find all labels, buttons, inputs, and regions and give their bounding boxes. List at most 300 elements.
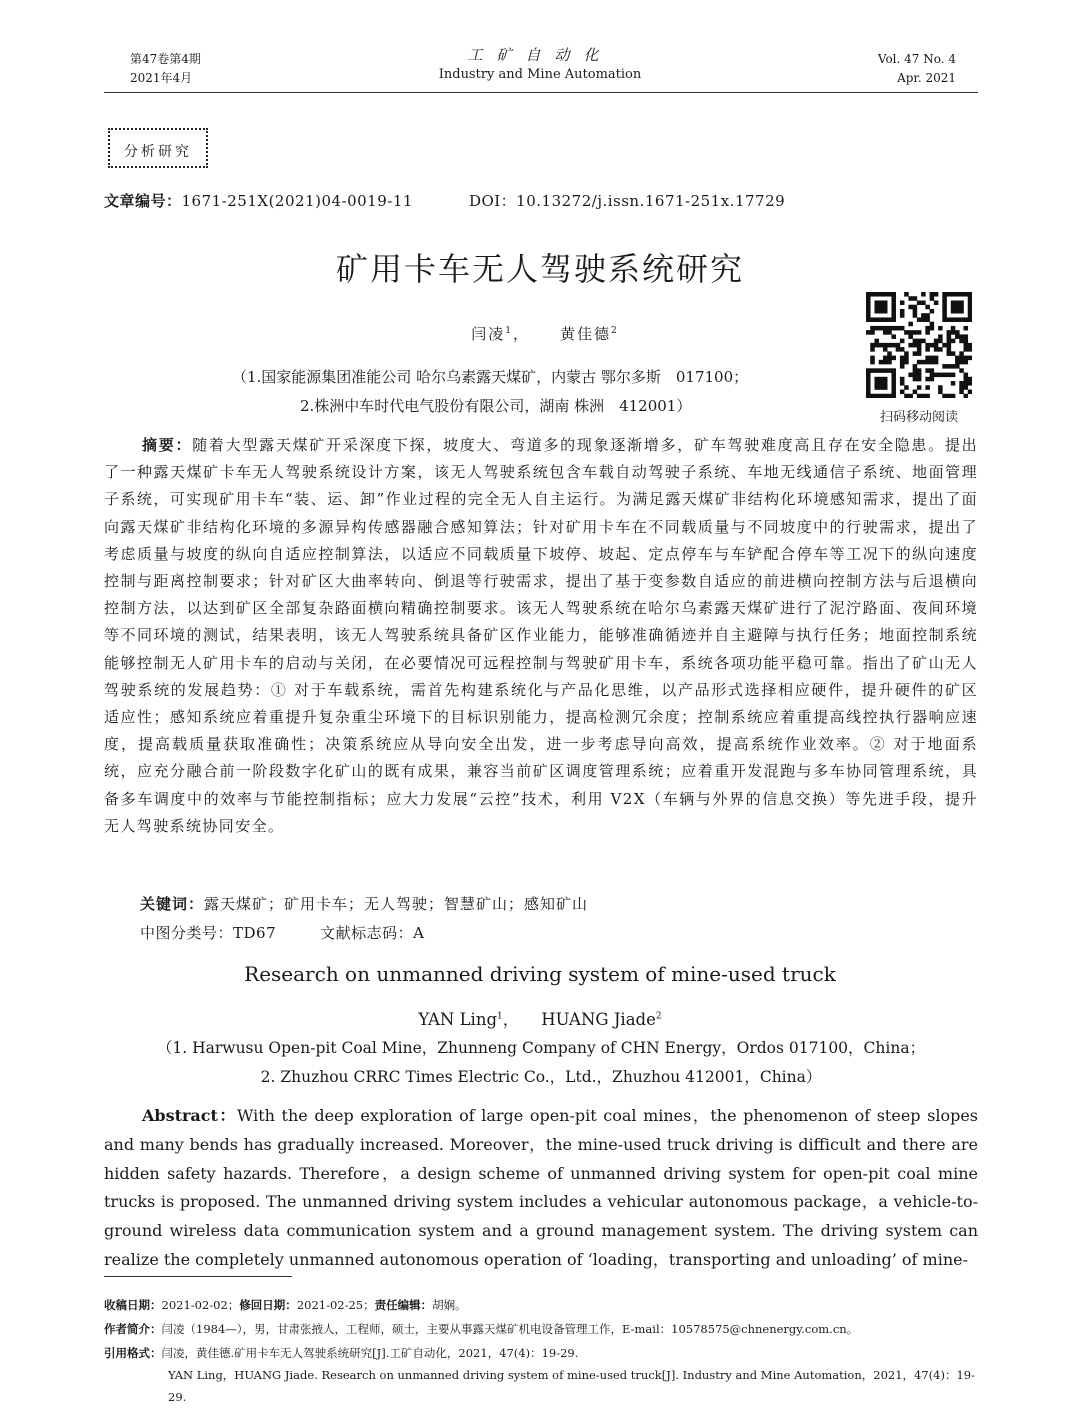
qr-module bbox=[947, 292, 952, 297]
qr-module bbox=[964, 356, 969, 361]
qr-module bbox=[955, 305, 960, 310]
qr-module bbox=[930, 343, 935, 348]
qr-module bbox=[959, 292, 964, 297]
qr-module bbox=[866, 390, 871, 395]
qr-module bbox=[874, 309, 879, 314]
received-date: 2021-02-02； bbox=[161, 1298, 240, 1312]
qr-module bbox=[891, 385, 896, 390]
qr-module bbox=[883, 343, 888, 348]
qr-module bbox=[959, 368, 964, 373]
qr-module bbox=[942, 343, 947, 348]
qr-module bbox=[925, 356, 930, 361]
qr-module bbox=[938, 390, 943, 395]
qr-module bbox=[925, 326, 930, 331]
section-tag bbox=[108, 128, 208, 168]
qr-module bbox=[900, 313, 905, 318]
qr-module bbox=[959, 385, 964, 390]
qr-module bbox=[951, 317, 956, 322]
revised-label: 修回日期： bbox=[239, 1298, 297, 1312]
clc-number: 中图分类号：TD67 bbox=[140, 924, 277, 942]
qr-module bbox=[964, 373, 969, 378]
qr-module bbox=[891, 368, 896, 373]
qr-module bbox=[900, 300, 905, 305]
qr-module bbox=[917, 373, 922, 378]
qr-module bbox=[925, 330, 930, 335]
qr-module bbox=[913, 377, 918, 382]
qr-module bbox=[968, 390, 972, 395]
qr-module bbox=[951, 326, 956, 331]
qr-module bbox=[879, 309, 884, 314]
qr-module bbox=[904, 394, 909, 398]
qr-module bbox=[959, 305, 964, 310]
qr-module bbox=[930, 377, 935, 382]
qr-module bbox=[930, 373, 935, 378]
qr-module bbox=[930, 360, 935, 365]
qr-module bbox=[959, 317, 964, 322]
qr-module bbox=[930, 326, 935, 331]
affiliation-en-1: （1. Harwusu Open-pit Coal Mine，Zhunneng Company of CHN Energy，Ordos 017100，China； bbox=[156, 1039, 926, 1057]
qr-module bbox=[887, 326, 892, 331]
qr-module bbox=[917, 351, 922, 356]
qr-module bbox=[913, 390, 918, 395]
footnote-citation bbox=[104, 1342, 980, 1364]
qr-module bbox=[866, 368, 871, 373]
qr-module bbox=[951, 373, 956, 378]
qr-module bbox=[925, 313, 930, 318]
qr-module bbox=[870, 360, 875, 365]
article-id-label: 文章编号： bbox=[104, 192, 182, 210]
qr-module bbox=[879, 377, 884, 382]
qr-module bbox=[921, 339, 926, 344]
qr-module bbox=[951, 305, 956, 310]
qr-module bbox=[904, 351, 909, 356]
qr-module bbox=[968, 292, 972, 297]
author-affiliation-mark: 2 bbox=[655, 1011, 662, 1022]
qr-module bbox=[959, 339, 964, 344]
qr-module bbox=[883, 356, 888, 361]
qr-module bbox=[904, 330, 909, 335]
qr-module bbox=[921, 292, 926, 297]
qr-module bbox=[879, 317, 884, 322]
qr-module bbox=[968, 296, 972, 301]
qr-module bbox=[968, 343, 972, 348]
author-bio: 闫凌（1984—），男，甘肃张掖人，工程师，硕士，主要从事露天煤矿机电设备管理工作，E-mail：10578575@chnenergy.com.cn。 bbox=[161, 1322, 859, 1336]
qr-module bbox=[942, 313, 947, 318]
qr-module bbox=[879, 385, 884, 390]
qr-module bbox=[908, 296, 913, 301]
qr-module bbox=[934, 356, 939, 361]
qr-module bbox=[900, 381, 905, 386]
qr-module bbox=[921, 300, 926, 305]
qr-module bbox=[917, 394, 922, 398]
abstract-en bbox=[104, 1102, 978, 1275]
qr-module bbox=[934, 343, 939, 348]
qr-module bbox=[874, 368, 879, 373]
qr-module bbox=[947, 330, 952, 335]
qr-module bbox=[913, 309, 918, 314]
qr-module bbox=[938, 326, 943, 331]
qr-module bbox=[900, 377, 905, 382]
qr-module bbox=[908, 373, 913, 378]
qr-module bbox=[874, 292, 879, 297]
qr-module bbox=[942, 317, 947, 322]
qr-module bbox=[955, 300, 960, 305]
qr-module bbox=[891, 381, 896, 386]
qr-module bbox=[964, 339, 969, 344]
qr-code-image bbox=[866, 292, 972, 398]
qr-module bbox=[968, 377, 972, 382]
abstract-en-label: Abstract： bbox=[142, 1106, 237, 1125]
qr-module bbox=[925, 347, 930, 352]
header-rule bbox=[104, 92, 978, 93]
qr-module bbox=[896, 343, 901, 348]
qr-module bbox=[959, 300, 964, 305]
qr-module bbox=[879, 368, 884, 373]
qr-module bbox=[879, 326, 884, 331]
affiliation-cn-1: （1.国家能源集团准能公司 哈尔乌素露天煤矿，内蒙古 鄂尔多斯 017100； bbox=[232, 368, 749, 386]
qr-module bbox=[930, 322, 935, 327]
qr-module bbox=[947, 347, 952, 352]
qr-module bbox=[964, 381, 969, 386]
qr-module bbox=[870, 317, 875, 322]
qr-module bbox=[947, 394, 952, 398]
qr-module bbox=[896, 326, 901, 331]
qr-module bbox=[874, 381, 879, 386]
qr-module bbox=[930, 296, 935, 301]
qr-module bbox=[930, 368, 935, 373]
qr-module bbox=[955, 334, 960, 339]
qr-module bbox=[887, 368, 892, 373]
qr-module bbox=[900, 360, 905, 365]
qr-module bbox=[964, 317, 969, 322]
qr-module bbox=[891, 296, 896, 301]
qr-module bbox=[883, 385, 888, 390]
classification bbox=[140, 922, 424, 943]
qr-module bbox=[959, 360, 964, 365]
qr-module bbox=[955, 364, 960, 369]
qr-module bbox=[900, 356, 905, 361]
qr-module bbox=[959, 381, 964, 386]
qr-module bbox=[883, 360, 888, 365]
qr-module bbox=[904, 385, 909, 390]
qr-module bbox=[913, 339, 918, 344]
date-en: Apr. 2021 bbox=[897, 71, 956, 85]
qr-module bbox=[874, 326, 879, 331]
qr-module bbox=[908, 305, 913, 310]
qr-module bbox=[938, 334, 943, 339]
qr-module bbox=[883, 292, 888, 297]
qr-module bbox=[913, 373, 918, 378]
qr-module bbox=[883, 309, 888, 314]
author-separator: ， bbox=[512, 325, 530, 343]
qr-module bbox=[917, 377, 922, 382]
qr-module bbox=[866, 381, 871, 386]
qr-module bbox=[891, 334, 896, 339]
qr-module bbox=[887, 360, 892, 365]
qr-module bbox=[938, 385, 943, 390]
qr-module bbox=[913, 296, 918, 301]
qr-module bbox=[866, 377, 871, 382]
qr-module bbox=[964, 347, 969, 352]
abstract-cn-text: 随着大型露天煤矿开采深度下探，坡度大、弯道多的现象逐渐增多，矿车驾驶难度高且存在安全隐患。提出了一种露天煤矿卡车无人驾驶系统设计方案，该无人驾驶系统包含车载自动驾驶子系统、车地无线通信子系统、地面管理子系统，可实现矿用卡车“装、运、卸”作业过程的完全无人自主运行。为满足露天煤矿非结构化环境感知需求，提出了面向露天煤矿非结构化环境的多源异构传感器融合感知算法；针对矿用卡车在不同载质量与不同坡度中的行驶需求，提出了考虑质量与坡度的纵向自适应控制算法，以适应不同载质量下坡停、坡起、定点停车与车铲配合停车等工况下的纵向速度控制与距离控制要求；针对矿区大曲率转向、倒退等行驶需求，提出了基于变参数自适应的前进横向控制方法与后退横向控制方法，以达到矿区全部复杂路面横向精确控制要求。该无人驾驶系统在哈尔乌素露天煤矿进行了泥泞路面、夜间环境等不同环境的测试，结果表明，该无人驾驶系统具备矿区作业能力，能够准确循迹并自主避障与执行任务；地面控制系统能够控制无人矿用卡车的启动与关闭，在必要情况可远程控制与驾驶矿用卡车，系统各项功能平稳可靠。指出了矿山无人驾驶系统的发展趋势：① 对于车载系统，需首先构建系统化与产品化思维，以产品形式选择相应硬件，提升硬件的矿区适应性；感知系统应着重提升复杂重尘环境下的目标识别能力，提高检测冗余度；控制系统应着重提高线控执行器响应速度，提高载质量获取准确性；决策系统应从导向安全出发，进一步考虑导向高效，提高系统作业效率。② 对于地面系统，应充分融合前一阶段数字化矿山的既有成果，兼容当前矿区调度管理系统；应着重开发混跑与多车协同管理系统，具备多车调度中的效率与节能控制指标；应大力发展“云控”技术，利用 V2X（车辆与外界的信息交换）等先进手段，提升无人驾驶系统协同安全。 bbox=[104, 436, 978, 835]
author-affiliation-mark: 1 bbox=[505, 326, 513, 336]
qr-module bbox=[947, 339, 952, 344]
qr-module bbox=[955, 330, 960, 335]
qr-module bbox=[968, 309, 972, 314]
qr-module bbox=[942, 309, 947, 314]
qr-module bbox=[887, 317, 892, 322]
qr-module bbox=[913, 330, 918, 335]
qr-module bbox=[964, 326, 969, 331]
qr-module bbox=[891, 390, 896, 395]
qr-module bbox=[959, 356, 964, 361]
qr-module bbox=[917, 330, 922, 335]
qr-module bbox=[900, 390, 905, 395]
qr-module bbox=[870, 292, 875, 297]
qr-module bbox=[887, 394, 892, 398]
qr-module bbox=[879, 300, 884, 305]
qr-module bbox=[917, 385, 922, 390]
qr-module bbox=[951, 300, 956, 305]
footnote-rule bbox=[104, 1276, 292, 1277]
qr-module bbox=[866, 317, 871, 322]
qr-module bbox=[968, 381, 972, 386]
qr-module bbox=[870, 394, 875, 398]
qr-module bbox=[942, 364, 947, 369]
qr-module bbox=[955, 309, 960, 314]
received-label: 收稿日期： bbox=[104, 1298, 162, 1312]
qr-module bbox=[891, 309, 896, 314]
qr-module bbox=[955, 360, 960, 365]
qr-module bbox=[934, 360, 939, 365]
qr-module bbox=[925, 377, 930, 382]
qr-module bbox=[968, 305, 972, 310]
qr-module bbox=[925, 317, 930, 322]
qr-module bbox=[887, 351, 892, 356]
qr-module bbox=[968, 347, 972, 352]
qr-module bbox=[866, 394, 871, 398]
qr-module bbox=[887, 292, 892, 297]
qr-module bbox=[930, 309, 935, 314]
qr-module bbox=[913, 351, 918, 356]
qr-module bbox=[917, 339, 922, 344]
paper-title-en: Research on unmanned driving system of mine-used truck bbox=[244, 962, 836, 986]
running-header-right bbox=[878, 50, 956, 88]
qr-module bbox=[866, 300, 871, 305]
qr-module bbox=[917, 300, 922, 305]
author-bio-label: 作者简介： bbox=[104, 1322, 162, 1336]
qr-module bbox=[900, 347, 905, 352]
qr-module bbox=[874, 317, 879, 322]
qr-module bbox=[874, 305, 879, 310]
qr-module bbox=[955, 317, 960, 322]
date-cn: 2021年4月 bbox=[130, 71, 193, 85]
editor-label: 责任编辑： bbox=[374, 1298, 433, 1312]
qr-module bbox=[866, 296, 871, 301]
abstract-cn-label: 摘要： bbox=[142, 436, 193, 454]
qr-module bbox=[955, 356, 960, 361]
qr-module bbox=[891, 326, 896, 331]
authors-en bbox=[300, 1006, 780, 1030]
qr-module bbox=[968, 317, 972, 322]
qr-module bbox=[917, 343, 922, 348]
qr-module bbox=[947, 317, 952, 322]
qr-module bbox=[870, 326, 875, 331]
qr-module bbox=[942, 292, 947, 297]
qr-module bbox=[908, 330, 913, 335]
qr-module bbox=[964, 334, 969, 339]
journal-name-en: Industry and Mine Automation bbox=[438, 67, 642, 82]
qr-module bbox=[925, 343, 930, 348]
qr-module bbox=[951, 394, 956, 398]
revised-date: 2021-02-25； bbox=[296, 1298, 375, 1312]
qr-module bbox=[913, 313, 918, 318]
qr-module bbox=[866, 309, 871, 314]
qr-module bbox=[870, 330, 875, 335]
keywords-cn-label: 关键词： bbox=[140, 895, 205, 913]
qr-module bbox=[879, 360, 884, 365]
qr-module bbox=[866, 373, 871, 378]
qr-module bbox=[921, 360, 926, 365]
qr-module bbox=[951, 364, 956, 369]
qr-module bbox=[925, 368, 930, 373]
qr-module bbox=[908, 334, 913, 339]
qr-module bbox=[934, 373, 939, 378]
volume-cn: 第47卷第4期 bbox=[130, 52, 201, 66]
author-name: 闫凌 bbox=[471, 325, 506, 343]
qr-module bbox=[925, 394, 930, 398]
qr-module bbox=[883, 381, 888, 386]
qr-module bbox=[913, 343, 918, 348]
qr-module bbox=[930, 292, 935, 297]
paper-title-cn: 矿用卡车无人驾驶系统研究 bbox=[335, 250, 744, 288]
author-name: 黄佳德 bbox=[560, 325, 612, 343]
section-tag-label: 分析研究 bbox=[124, 144, 192, 160]
article-identifiers bbox=[104, 190, 785, 211]
qr-module bbox=[887, 356, 892, 361]
author-name-en: HUANG Jiade bbox=[541, 1010, 656, 1029]
qr-module bbox=[917, 347, 922, 352]
qr-module bbox=[968, 356, 972, 361]
qr-module bbox=[866, 313, 871, 318]
qr-module bbox=[959, 351, 964, 356]
qr-module bbox=[883, 305, 888, 310]
qr-module bbox=[870, 343, 875, 348]
qr-module bbox=[938, 347, 943, 352]
qr-module bbox=[891, 373, 896, 378]
qr-module bbox=[874, 394, 879, 398]
keywords-cn bbox=[140, 893, 588, 914]
qr-module bbox=[947, 351, 952, 356]
qr-module bbox=[887, 330, 892, 335]
qr-module bbox=[891, 292, 896, 297]
qr-module bbox=[964, 394, 969, 398]
qr-module bbox=[883, 368, 888, 373]
article-id-value: 1671-251X(2021)04-0019-11 bbox=[181, 192, 413, 210]
qr-code[interactable] bbox=[866, 292, 972, 398]
qr-module bbox=[891, 343, 896, 348]
author-name-en: YAN Ling bbox=[418, 1010, 498, 1029]
qr-module bbox=[874, 377, 879, 382]
qr-module bbox=[968, 313, 972, 318]
qr-module bbox=[964, 360, 969, 365]
footnote-author bbox=[104, 1318, 980, 1340]
qr-module bbox=[908, 394, 913, 398]
qr-module bbox=[891, 377, 896, 382]
qr-module bbox=[883, 317, 888, 322]
qr-module bbox=[879, 381, 884, 386]
keywords-cn-text: 露天煤矿；矿用卡车；无人驾驶；智慧矿山；感知矿山 bbox=[204, 895, 589, 913]
qr-module bbox=[866, 292, 871, 297]
qr-module bbox=[883, 326, 888, 331]
qr-module bbox=[934, 347, 939, 352]
qr-module bbox=[942, 300, 947, 305]
qr-module bbox=[874, 300, 879, 305]
qr-module bbox=[900, 326, 905, 331]
qr-module bbox=[921, 313, 926, 318]
qr-module bbox=[951, 292, 956, 297]
qr-module bbox=[934, 292, 939, 297]
qr-module bbox=[917, 317, 922, 322]
qr-module bbox=[904, 356, 909, 361]
qr-module bbox=[934, 300, 939, 305]
qr-module bbox=[883, 377, 888, 382]
qr-module bbox=[887, 343, 892, 348]
qr-module bbox=[879, 292, 884, 297]
qr-module bbox=[917, 360, 922, 365]
qr-module bbox=[883, 300, 888, 305]
doi: DOI：10.13272/j.issn.1671-251x.17729 bbox=[468, 192, 786, 210]
qr-module bbox=[891, 305, 896, 310]
qr-module bbox=[921, 394, 926, 398]
qr-module bbox=[938, 339, 943, 344]
qr-module bbox=[891, 317, 896, 322]
qr-module bbox=[930, 356, 935, 361]
qr-module bbox=[959, 390, 964, 395]
qr-module bbox=[964, 377, 969, 382]
qr-module bbox=[866, 385, 871, 390]
author-affiliation-mark: 1 bbox=[497, 1011, 503, 1022]
running-header-center bbox=[380, 44, 700, 82]
qr-module bbox=[913, 305, 918, 310]
qr-module bbox=[959, 309, 964, 314]
qr-module bbox=[866, 330, 871, 335]
author-affiliation-mark: 2 bbox=[611, 326, 619, 336]
qr-module bbox=[925, 360, 930, 365]
editor-name: 胡娴。 bbox=[432, 1298, 467, 1312]
qr-caption: 扫码移动阅读 bbox=[879, 410, 958, 425]
qr-module bbox=[964, 292, 969, 297]
qr-module bbox=[879, 394, 884, 398]
qr-module bbox=[947, 373, 952, 378]
qr-module bbox=[891, 394, 896, 398]
citation-cn: 闫凌，黄佳德.矿用卡车无人驾驶系统研究[J].工矿自动化，2021，47(4)：19-29. bbox=[161, 1346, 579, 1360]
qr-module bbox=[904, 360, 909, 365]
qr-module bbox=[947, 364, 952, 369]
qr-module bbox=[947, 334, 952, 339]
qr-module bbox=[883, 347, 888, 352]
qr-module bbox=[947, 343, 952, 348]
document-code: 文献标志码：A bbox=[320, 924, 425, 942]
qr-module bbox=[891, 313, 896, 318]
qr-module bbox=[874, 385, 879, 390]
citation-en: YAN Ling，HUANG Jiade. Research on unmanned driving system of mine-used truck[J]. Industry and Mine Automation，2021，47(4)：19-29. bbox=[168, 1368, 975, 1404]
qr-module bbox=[951, 381, 956, 386]
qr-module bbox=[891, 356, 896, 361]
citation-label: 引用格式： bbox=[104, 1346, 162, 1360]
qr-module bbox=[866, 305, 871, 310]
qr-module bbox=[921, 317, 926, 322]
